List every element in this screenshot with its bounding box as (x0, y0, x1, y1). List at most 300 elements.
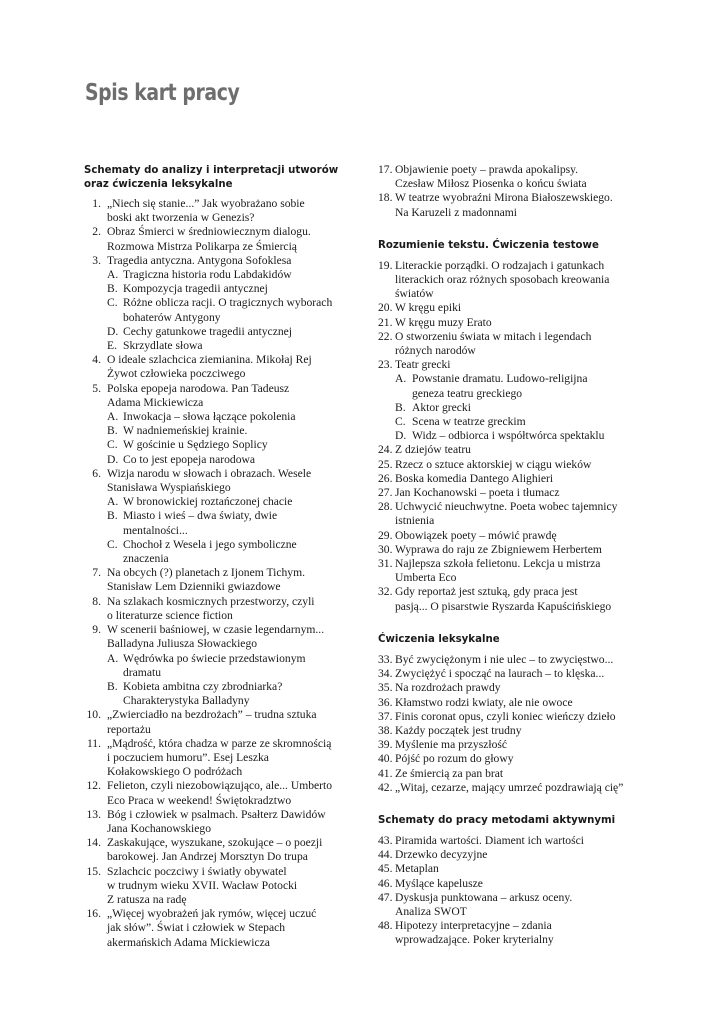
line-text: jak słów”. Świat i człowiek w Stepach (107, 921, 286, 935)
list-item (378, 848, 646, 862)
list-item (84, 737, 352, 780)
item-title (395, 724, 646, 738)
list-item (378, 767, 646, 781)
item-number: 22. (378, 329, 393, 343)
line-text: Charakterystyka Balladyny (123, 694, 250, 708)
list-item (378, 710, 646, 724)
item-number: 13. (86, 807, 101, 821)
sub-item-letter: C. (395, 415, 406, 429)
list-item (84, 254, 352, 353)
sub-item-letter: A. (107, 410, 119, 424)
line-text: Objawienie poety – prawda apokalipsy. (395, 163, 579, 176)
section-heading-lexical: Ćwiczenia leksykalne (378, 633, 500, 645)
list-item (84, 382, 352, 467)
line-text: Żywot człowieka poczciwego (107, 367, 246, 381)
list-item (378, 653, 646, 667)
line-text: Boska komedia Dantego Alighieri (395, 471, 554, 485)
list-item (378, 443, 646, 457)
sub-item-title (123, 282, 352, 296)
sub-item-letter: B. (395, 400, 406, 414)
item-title (395, 316, 646, 330)
line-text: W kręgu epiki (395, 301, 462, 315)
line-text: Rzecz o sztuce aktorskiej w ciągu wieków (395, 457, 592, 471)
sub-item (395, 372, 646, 400)
item-title (395, 696, 646, 710)
line-text: Polska epopeja narodowa. Pan Tadeusz (107, 381, 290, 395)
line-text: Aktor grecki (412, 400, 471, 414)
section-heading-active-methods: Schematy do pracy metodami aktywnymi (378, 814, 616, 826)
item-number: 31. (378, 557, 393, 571)
line-text: Widz – odbiorca i współtwórca spektaklu (412, 429, 605, 443)
item-title (395, 458, 646, 472)
sub-item-title (412, 372, 646, 400)
line-text: Metaplan (395, 862, 439, 876)
line-text: Szlachcic poczciwy i światły obywatel (107, 864, 287, 878)
line-text: boski akt tworzenia w Genezis? (107, 211, 255, 225)
line-text: Powstanie dramatu. Ludowo-religijna (412, 372, 588, 386)
item-list (378, 653, 646, 795)
sub-item-letter: B. (107, 679, 118, 693)
line-text: O ideale szlachcica ziemianina. Mikołaj Rej (107, 353, 312, 367)
item-title (107, 779, 352, 807)
item-title (395, 738, 646, 752)
item-number: 27. (378, 486, 393, 500)
item-title (395, 163, 646, 191)
sub-item-letter: C. (107, 438, 118, 452)
item-title (107, 708, 352, 736)
line-text: Uchwycić nieuchwytne. Poeta wobec tajemnicy (395, 500, 618, 514)
item-number: 18. (378, 191, 393, 205)
line-text: Kompozycja tragedii antycznej (123, 282, 268, 296)
sub-item-letter: B. (107, 424, 118, 438)
item-number: 32. (378, 585, 393, 599)
sub-list (395, 372, 646, 443)
item-title (107, 566, 352, 594)
sub-item-title (123, 509, 352, 537)
line-text: Obowiązek poety – mówić prawdę (395, 528, 557, 542)
item-number: 34. (378, 667, 393, 681)
item-number: 42. (378, 780, 393, 794)
item-title (395, 472, 646, 486)
line-text: Zwyciężyć i spocząć na laurach – to klęska... (395, 667, 605, 681)
heading-line: Schematy do analizy i interpretacji utworów (84, 165, 339, 176)
line-text: Myślenie ma przyszłość (395, 738, 508, 752)
list-item (378, 681, 646, 695)
item-number: 48. (378, 919, 393, 933)
right-column (378, 163, 646, 948)
list-item (84, 836, 352, 864)
line-text: i poczuciem humoru”. Esej Leszka (107, 750, 269, 764)
item-number: 12. (86, 779, 101, 793)
sub-item (107, 325, 352, 339)
line-text: Ze śmiercią za pan brat (395, 766, 504, 780)
line-text: Skrzydlate słowa (123, 339, 203, 353)
list-item (378, 752, 646, 766)
list-item (84, 708, 352, 736)
item-number: 14. (86, 836, 101, 850)
list-item (378, 862, 646, 876)
sub-item (107, 282, 352, 296)
sub-list (107, 495, 352, 566)
sub-item (107, 652, 352, 680)
item-number: 7. (92, 566, 101, 580)
item-number: 23. (378, 358, 393, 372)
item-number: 15. (86, 864, 101, 878)
sub-item-letter: B. (107, 282, 118, 296)
item-number: 3. (92, 253, 101, 267)
item-number: 11. (86, 736, 101, 750)
sub-item (107, 296, 352, 324)
item-title (395, 752, 646, 766)
item-title (395, 891, 646, 919)
sub-item-title (123, 495, 352, 509)
item-title (395, 486, 646, 500)
line-text: Inwokacja – słowa łączące pokolenia (123, 410, 296, 424)
item-title (395, 500, 646, 528)
line-text: W bronowickiej roztańczonej chacie (123, 495, 293, 509)
sub-item-letter: D. (107, 324, 119, 338)
item-number: 1. (92, 197, 101, 210)
sub-list (107, 268, 352, 353)
item-title (107, 595, 352, 623)
list-item (84, 865, 352, 908)
line-text: W kręgu muzy Erato (395, 315, 492, 329)
line-text: Być zwyciężonym i nie ulec – to zwycięstwo... (395, 652, 614, 666)
item-title (395, 557, 646, 585)
line-text: wprowadzające. Poker kryterialny (395, 933, 554, 947)
item-title (395, 358, 646, 372)
sub-item-title (123, 296, 352, 324)
sub-item-title (123, 424, 352, 438)
sub-item-letter: A. (107, 651, 119, 665)
line-text: Czesław Miłosz Piosenka o końcu świata (395, 177, 587, 191)
item-number: 40. (378, 752, 393, 766)
sub-item-letter: A. (395, 372, 407, 386)
item-title (395, 919, 646, 947)
line-text: Najlepsza szkoła felietonu. Lekcja u mistrza (395, 557, 601, 571)
line-text: Teatr grecki (395, 358, 451, 372)
list-item (378, 877, 646, 891)
list-item (84, 197, 352, 225)
line-text: Wizja narodu w słowach i obrazach. Wesele (107, 466, 312, 480)
item-number: 33. (378, 652, 393, 666)
item-title (395, 710, 646, 724)
list-item (378, 696, 646, 710)
line-text: Na Karuzeli z madonnami (395, 205, 518, 219)
item-number: 46. (378, 876, 393, 890)
line-text: Eco Praca w weekend! Świętokradztwo (107, 793, 292, 807)
item-number: 2. (92, 225, 101, 239)
line-text: Umberta Eco (395, 571, 457, 585)
line-text: Jan Kochanowski – poeta i tłumacz (395, 486, 560, 500)
line-text: Tragedia antyczna. Antygona Sofoklesa (107, 253, 292, 267)
line-text: światów (395, 287, 434, 301)
line-text: Wędrówka po świecie przedstawionym (123, 651, 306, 665)
line-text: Z ratusza na radę (107, 892, 187, 906)
line-text: Zaskakujące, wyszukane, szokujące – o poezji (107, 836, 323, 850)
list-item (378, 724, 646, 738)
item-title (107, 225, 352, 253)
item-number: 36. (378, 695, 393, 709)
sub-item-title (123, 339, 352, 353)
line-text: literackich oraz różnych sposobach kreowania (395, 273, 610, 287)
line-text: Piramida wartości. Diament ich wartości (395, 833, 584, 847)
line-text: pasją... O pisarstwie Ryszarda Kapuścińskiego (395, 599, 612, 613)
list-item (84, 623, 352, 708)
item-list (378, 259, 646, 614)
list-item (84, 225, 352, 253)
heading-line: oraz ćwiczenia leksykalne (84, 179, 233, 190)
line-text: Pójść po rozum do głowy (395, 752, 514, 766)
sub-item-title (123, 652, 352, 680)
line-text: Cechy gatunkowe tragedii antycznej (123, 324, 293, 338)
item-title (395, 667, 646, 681)
list-item (378, 486, 646, 500)
item-number: 44. (378, 848, 393, 862)
line-text: Kłamstwo rodzi kwiaty, ale nie owoce (395, 695, 573, 709)
item-title (107, 197, 352, 225)
item-title (395, 877, 646, 891)
list-item (378, 358, 646, 443)
item-number: 35. (378, 681, 393, 695)
section-heading-tests: Rozumienie tekstu. Ćwiczenia testowe (378, 239, 599, 251)
item-number: 47. (378, 890, 393, 904)
sub-item (395, 429, 646, 443)
item-title (107, 808, 352, 836)
sub-item-title (123, 538, 352, 566)
page-title: Spis kart pracy (85, 80, 240, 106)
sub-item (107, 495, 352, 509)
item-title (395, 259, 646, 302)
line-text: Miasto i wieś – dwa światy, dwie (123, 509, 278, 523)
item-list (84, 197, 352, 950)
item-title (107, 353, 352, 381)
list-item (84, 907, 352, 950)
line-text: o literaturze science fiction (107, 608, 233, 622)
item-number: 26. (378, 471, 393, 485)
list-item (84, 566, 352, 594)
line-text: Jana Kochanowskiego (107, 821, 211, 835)
line-text: w trudnym wieku XVII. Wacław Potocki (107, 878, 298, 892)
sub-item-title (123, 438, 352, 452)
sub-item (107, 680, 352, 708)
sub-item-title (412, 401, 646, 415)
line-text: Tragiczna historia rodu Labdakidów (123, 268, 292, 282)
list-item (378, 191, 646, 219)
sub-list (107, 652, 352, 709)
line-text: Gdy reportaż jest sztuką, gdy praca jest (395, 585, 578, 599)
item-number: 38. (378, 723, 393, 737)
list-item (378, 163, 646, 191)
item-title (395, 585, 646, 613)
line-text: „Witaj, cezarze, mający umrzeć pozdrawiają cię” (395, 780, 624, 794)
sub-item (107, 438, 352, 452)
line-text: Kobieta ambitna czy zbrodniarka? (123, 679, 283, 693)
sub-item-letter: B. (107, 509, 118, 523)
item-number: 9. (92, 623, 101, 637)
line-text: W scenerii baśniowej, w czasie legendarnym... (107, 623, 325, 637)
line-text: O stworzeniu świata w mitach i legendach (395, 329, 592, 343)
line-text: geneza teatru greckiego (412, 386, 523, 400)
line-text: „Więcej wyobrażeń jak rymów, więcej uczuć (107, 907, 317, 921)
line-text: Finis coronat opus, czyli koniec wieńczy dzieło (395, 709, 616, 723)
sub-item (107, 453, 352, 467)
list-item (378, 891, 646, 919)
item-list (378, 163, 646, 220)
item-title (395, 834, 646, 848)
list-item (84, 779, 352, 807)
list-item (84, 595, 352, 623)
list-item (378, 458, 646, 472)
list-item (378, 301, 646, 315)
line-text: Felieton, czyli niezobowiązująco, ale... Umberto (107, 779, 333, 793)
line-text: Stanisława Wyspiańskiego (107, 481, 231, 495)
item-title (395, 529, 646, 543)
line-text: Obraz Śmierci w średniowiecznym dialogu. (107, 225, 311, 239)
item-number: 39. (378, 738, 393, 752)
line-text: Z dziejów teatru (395, 443, 471, 457)
section-heading-analysis (84, 164, 352, 192)
item-title (107, 865, 352, 908)
item-number: 25. (378, 457, 393, 471)
line-text: Kołakowskiego O podróżach (107, 765, 243, 779)
item-title (395, 862, 646, 876)
sub-item (107, 424, 352, 438)
list-item (378, 781, 646, 795)
item-number: 21. (378, 315, 393, 329)
item-title (395, 781, 646, 795)
item-title (107, 623, 352, 651)
line-text: W teatrze wyobraźni Mirona Białoszewskiego. (395, 191, 613, 205)
list-item (378, 919, 646, 947)
item-number: 45. (378, 862, 393, 876)
line-text: „Zwierciadło na bezdrożach” – trudna sztuka (107, 708, 317, 722)
list-item (378, 529, 646, 543)
list-item (378, 834, 646, 848)
item-title (395, 653, 646, 667)
sub-item-title (123, 268, 352, 282)
item-number: 20. (378, 301, 393, 315)
item-number: 30. (378, 542, 393, 556)
item-list (378, 834, 646, 948)
sub-item (107, 410, 352, 424)
item-number: 16. (86, 907, 101, 921)
line-text: Drzewko decyzyjne (395, 848, 488, 862)
line-text: Scena w teatrze greckim (412, 415, 526, 429)
list-item (378, 543, 646, 557)
item-title (395, 681, 646, 695)
sub-item-title (412, 415, 646, 429)
line-text: Dyskusja punktowana – arkusz oceny. (395, 890, 573, 904)
line-text: Każdy początek jest trudny (395, 723, 522, 737)
sub-item-letter: D. (395, 429, 407, 443)
line-text: Co to jest epopeja narodowa (123, 452, 256, 466)
line-text: Literackie porządki. O rodzajach i gatunkach (395, 258, 605, 272)
sub-item (395, 401, 646, 415)
list-item (378, 500, 646, 528)
line-text: Na obcych (?) planetach z Ijonem Tichym. (107, 566, 305, 580)
sub-item (395, 415, 646, 429)
line-text: Adama Mickiewicza (107, 395, 204, 409)
item-number: 4. (92, 353, 101, 367)
item-number: 8. (92, 594, 101, 608)
line-text: Myślące kapelusze (395, 876, 483, 890)
item-number: 28. (378, 500, 393, 514)
sub-item (107, 509, 352, 537)
line-text: reportażu (107, 722, 151, 736)
item-title (395, 301, 646, 315)
line-text: bohaterów Antygony (123, 310, 221, 324)
item-number: 10. (86, 708, 101, 722)
sub-item-title (412, 429, 646, 443)
line-text: Stanisław Lem Dzienniki gwiazdowe (107, 580, 281, 594)
line-text: Balladyna Juliusza Słowackiego (107, 637, 258, 651)
item-title (395, 848, 646, 862)
list-item (378, 585, 646, 613)
sub-item-title (123, 410, 352, 424)
list-item (378, 259, 646, 302)
list-item (84, 808, 352, 836)
item-number: 6. (92, 466, 101, 480)
item-number: 41. (378, 766, 393, 780)
item-title (107, 737, 352, 780)
line-text: Różne oblicza racji. O tragicznych wyborach (123, 296, 333, 310)
list-item (378, 472, 646, 486)
item-number: 19. (378, 258, 393, 272)
sub-item-letter: E. (107, 339, 117, 353)
item-title (395, 443, 646, 457)
sub-item (107, 268, 352, 282)
line-text: różnych narodów (395, 344, 476, 358)
line-text: Chochoł z Wesela i jego symboliczne (123, 537, 297, 551)
line-text: Hipotezy interpretacyjne – zdania (395, 919, 552, 933)
line-text: W nadniemeńskiej krainie. (123, 424, 248, 438)
item-number: 17. (378, 163, 393, 176)
line-text: W gościnie u Sędziego Soplicy (123, 438, 268, 452)
line-text: znaczenia (123, 552, 169, 566)
item-title (107, 254, 352, 268)
list-item (378, 316, 646, 330)
line-text: barokowej. Jan Andrzej Morsztyn Do trupa (107, 850, 308, 864)
line-text: dramatu (123, 665, 161, 679)
item-number: 29. (378, 528, 393, 542)
item-title (395, 543, 646, 557)
item-title (107, 907, 352, 950)
line-text: istnienia (395, 514, 435, 528)
sub-list (107, 410, 352, 467)
list-item (378, 667, 646, 681)
list-item (378, 557, 646, 585)
item-number: 5. (92, 381, 101, 395)
line-text: Rozmowa Mistrza Polikarpa ze Śmiercią (107, 239, 297, 253)
left-column (84, 164, 352, 950)
item-title (107, 382, 352, 410)
list-item (84, 353, 352, 381)
sub-item (107, 538, 352, 566)
sub-item-letter: C. (107, 537, 118, 551)
line-text: Na szlakach kosmicznych przestworzy, czyli (107, 594, 315, 608)
line-text: Wyprawa do raju ze Zbigniewem Herbertem (395, 542, 602, 556)
list-item (84, 467, 352, 566)
line-text: „Mądrość, która chadza w parze ze skromnością (107, 736, 332, 750)
sub-item-title (123, 453, 352, 467)
line-text: mentalności... (123, 523, 188, 537)
item-number: 43. (378, 833, 393, 847)
item-title (107, 467, 352, 495)
line-text: Bóg i człowiek w psalmach. Psałterz Dawidów (107, 807, 326, 821)
item-title (395, 330, 646, 358)
sub-item-letter: C. (107, 296, 118, 310)
